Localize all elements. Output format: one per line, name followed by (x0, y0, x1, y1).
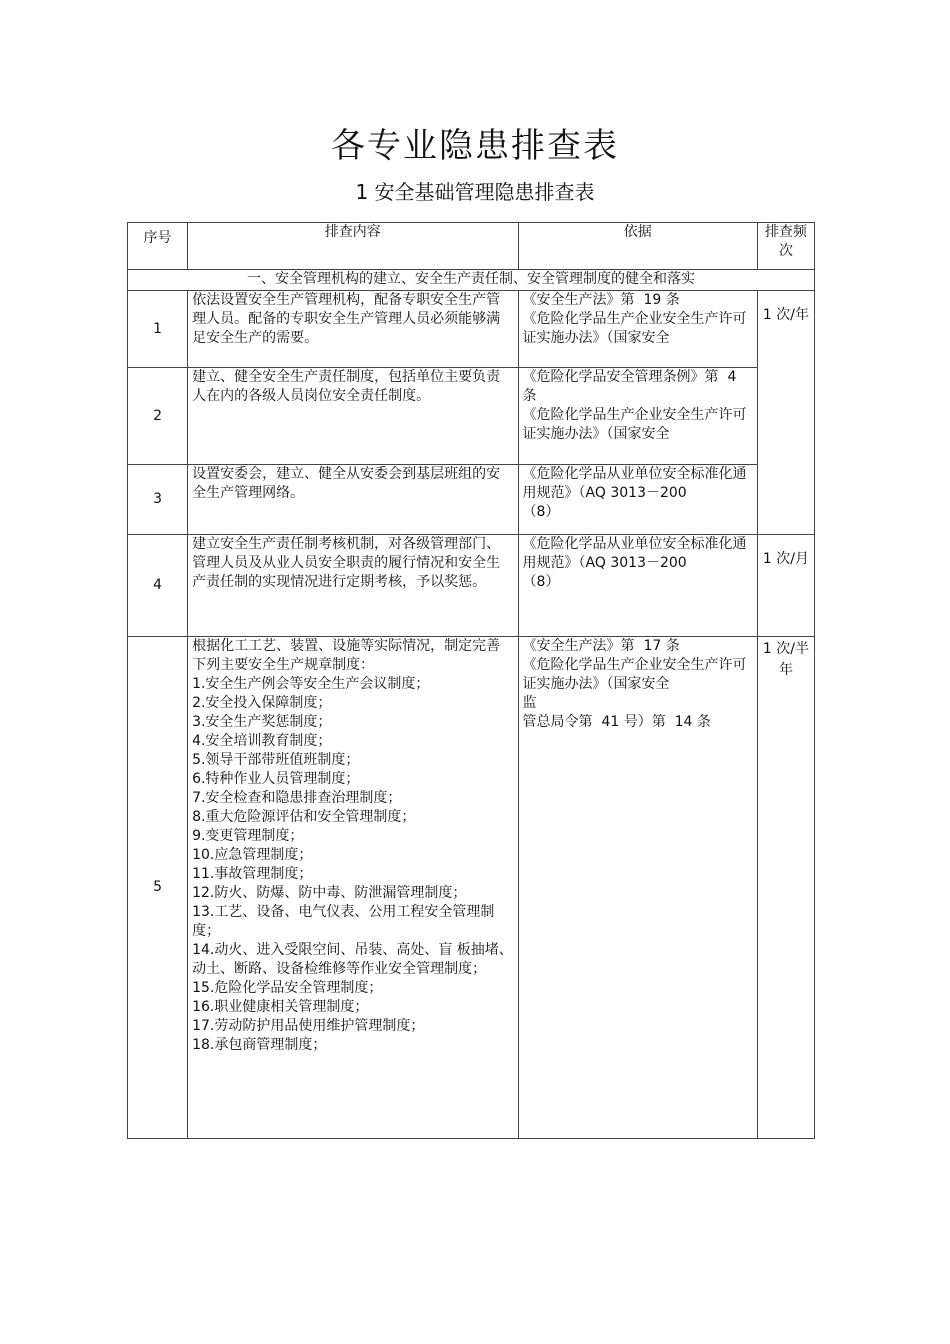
basis-line: 管总局令第 41 号）第 14 条 (522, 714, 711, 730)
basis-line: 《危险化学品从业单位安全标准化通用规范》（AQ 3013－200 (522, 466, 747, 501)
page-title: 各专业隐患排查表 (331, 126, 619, 166)
row-content: 设置安委会，建立、健全从安委会到基层班组的安全生产管理网络。 (188, 465, 518, 535)
row-frequency: 1 次/年 (757, 291, 814, 535)
row-content (188, 637, 518, 1139)
basis-line: 《安全生产法》第 17 条 (522, 638, 680, 654)
section-title: 一、安全管理机构的建立、安全生产责任制、安全管理制度的健全和落实 (128, 270, 815, 291)
content-line: 1.安全生产例会等安全生产会议制度； (192, 676, 430, 692)
content-line: 根据化工工艺、装置、设施等实际情况，制定完善下列主要安全生产规章制度： (192, 638, 501, 673)
row-frequency: 1 次/半年 (757, 637, 814, 1139)
basis-line: 《危险化学品安全管理条例》第 4 条 (522, 369, 741, 404)
row-number: 4 (128, 535, 188, 637)
basis-line: 《危险化学品生产企业安全生产许可证实施办法》（国家安全 (522, 657, 747, 692)
row-content: 建立、健全安全生产责任制度，包括单位主要负责人在内的各级人员岗位安全责任制度。 (188, 368, 518, 465)
content-line: 12.防火、防爆、防中毒、防泄漏管理制度； (192, 885, 467, 901)
basis-line: 《安全生产法》第 19 条 (522, 292, 680, 308)
content-line: 2.安全投入保障制度； (192, 695, 332, 711)
table-row (128, 465, 815, 535)
row-content: 依法设置安全生产管理机构，配备专职安全生产管理人员。配备的专职安全生产管理人员必须能够满足安全生产的需要。 (188, 291, 518, 368)
section-row (128, 270, 815, 291)
header-basis: 依据 (518, 223, 757, 270)
header-content: 排查内容 (188, 223, 518, 270)
content-line: 5.领导干部带班值班制度； (192, 752, 360, 768)
table-row (128, 291, 815, 368)
content-line: 8.重大危险源评估和安全管理制度； (192, 809, 416, 825)
content-line: 6.特种作业人员管理制度； (192, 771, 360, 787)
table-row (128, 368, 815, 465)
basis-line: （8） (522, 574, 560, 590)
row-basis (518, 368, 757, 465)
content-line: 17.劳动防护用品使用维护管理制度； (192, 1018, 425, 1034)
row-number: 2 (128, 368, 188, 465)
row-basis (518, 637, 757, 1139)
header-seq: 序号 (128, 223, 188, 270)
content-line: 18.承包商管理制度； (192, 1037, 327, 1053)
content-line: 9.变更管理制度； (192, 828, 304, 844)
page-subtitle: 1 安全基础管理隐患排查表 (355, 180, 595, 204)
row-number: 1 (128, 291, 188, 368)
row-basis (518, 535, 757, 637)
content-line: 11.事故管理制度； (192, 866, 313, 882)
hazard-check-table (127, 222, 815, 1139)
basis-line: 《危险化学品从业单位安全标准化通用规范》（AQ 3013－200 (522, 536, 747, 571)
row-basis (518, 291, 757, 368)
content-line: 14.动火、进入受限空间、吊装、高处、盲 板抽堵、动土、断路、设备检维修等作业安全管理制度； (192, 942, 513, 977)
row-frequency: 1 次/月 (757, 535, 814, 637)
basis-line: （8） (522, 504, 560, 520)
header-frequency: 排查频次 (757, 223, 814, 270)
row-basis (518, 465, 757, 535)
basis-line: 《危险化学品生产企业安全生产许可证实施办法》（国家安全 (522, 311, 747, 346)
content-line: 15.危险化学品安全管理制度； (192, 980, 383, 996)
row-number: 5 (128, 637, 188, 1139)
content-line: 3.安全生产奖惩制度； (192, 714, 332, 730)
row-number: 3 (128, 465, 188, 535)
table-row (128, 637, 815, 1139)
table-header-row (128, 223, 815, 270)
basis-line: 监 (522, 695, 537, 711)
row-content: 建立安全生产责任制考核机制，对各级管理部门、管理人员及从业人员安全职责的履行情况和安全生产责任制的实现情况进行定期考核，予以奖惩。 (188, 535, 518, 637)
content-line: 16.职业健康相关管理制度； (192, 999, 369, 1015)
table-row (128, 535, 815, 637)
content-line: 10.应急管理制度； (192, 847, 313, 863)
content-line: 13.工艺、设备、电气仪表、公用工程安全管理制度； (192, 904, 495, 939)
content-line: 4.安全培训教育制度； (192, 733, 332, 749)
basis-line: 《危险化学品生产企业安全生产许可证实施办法》（国家安全 (522, 407, 747, 442)
content-line: 7.安全检查和隐患排查治理制度； (192, 790, 402, 806)
